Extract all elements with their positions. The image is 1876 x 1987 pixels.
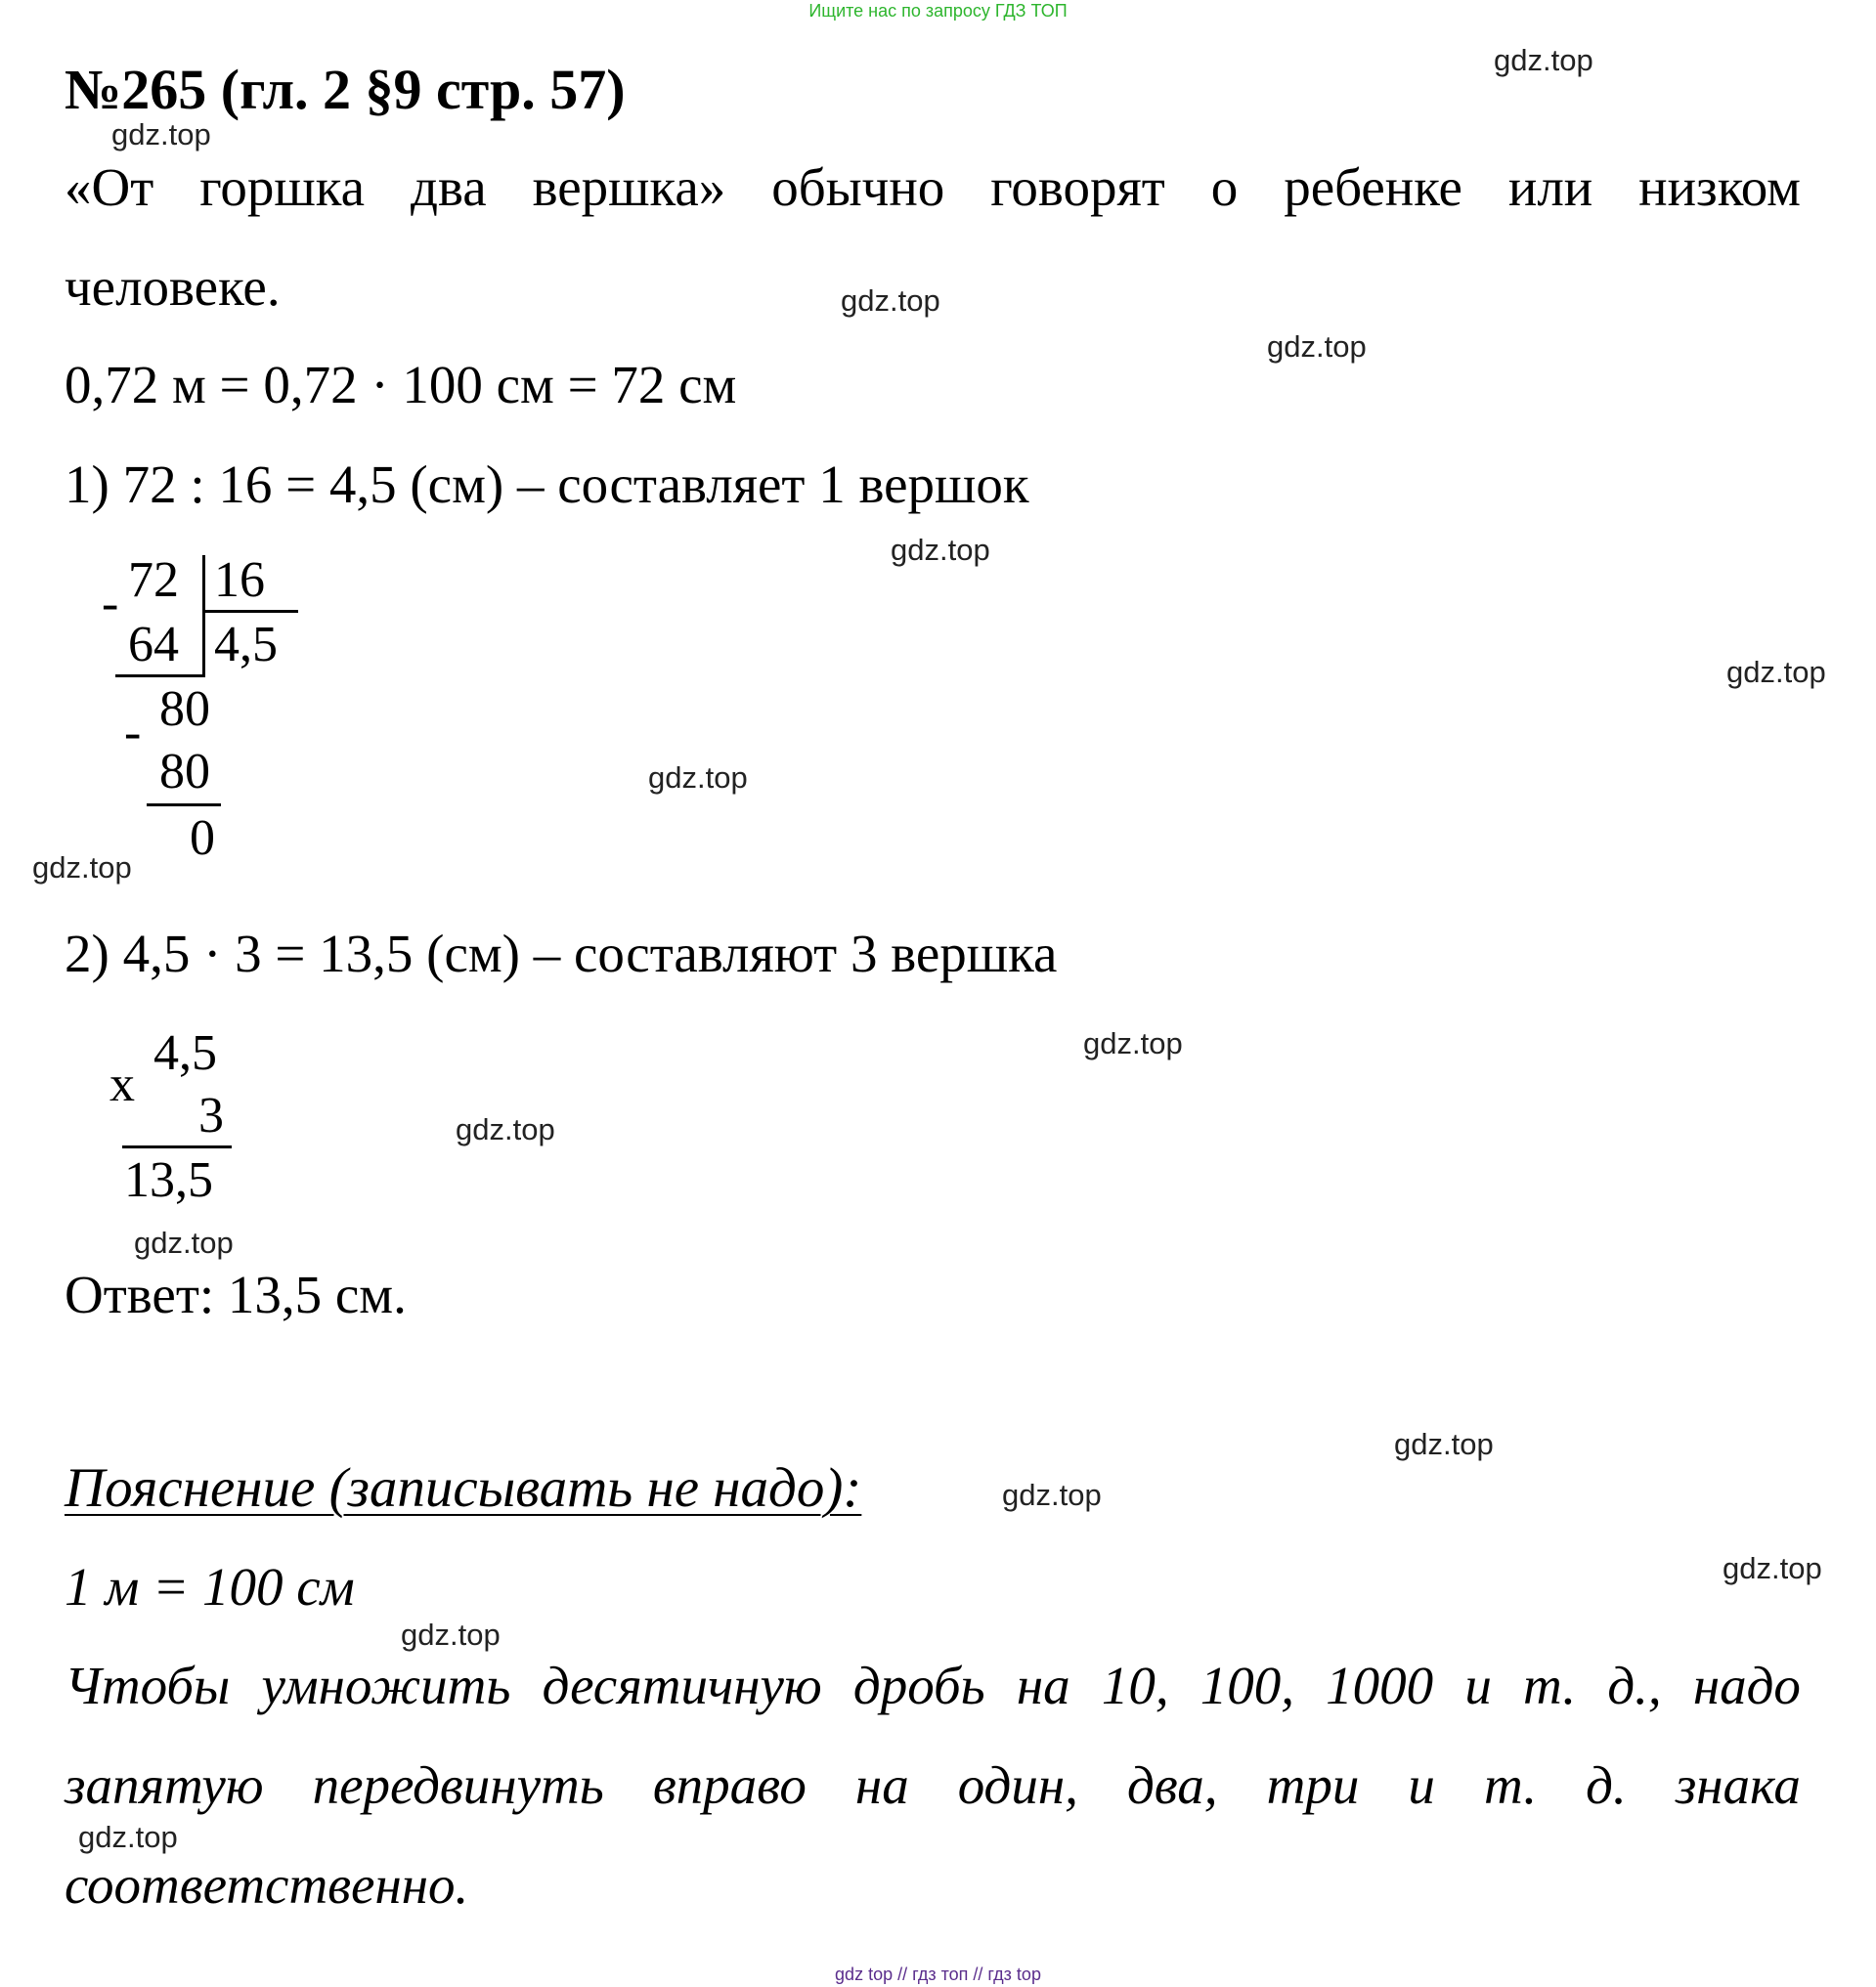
watermark: gdz.top — [1726, 655, 1826, 689]
explanation-rule: 1 м = 100 см — [65, 1557, 355, 1617]
explanation-word: Чтобы — [65, 1656, 231, 1715]
watermark: gdz.top — [891, 533, 990, 567]
multiplication-sign: x — [109, 1057, 135, 1112]
explanation-word: знака — [1675, 1755, 1801, 1815]
explanation-word: на — [854, 1755, 909, 1815]
division-subtrahend-1: 64 — [128, 617, 179, 672]
explanation-word: на — [1016, 1656, 1070, 1715]
watermark: gdz.top — [648, 760, 748, 795]
explanation-word: 1000 — [1326, 1656, 1434, 1715]
watermark: gdz.top — [78, 1820, 178, 1854]
explanation-line-2 — [65, 1754, 1801, 1816]
explanation-word: вправо — [652, 1755, 807, 1815]
division-quotient: 4,5 — [214, 617, 278, 672]
division-divisor: 16 — [214, 552, 265, 608]
intro-word: два — [410, 157, 487, 217]
multiplication-factor-1: 4,5 — [153, 1025, 217, 1081]
explanation-word: надо — [1692, 1656, 1801, 1715]
intro-word: низком — [1638, 157, 1801, 217]
explanation-word: т. — [1483, 1755, 1538, 1815]
division-remainder-2: 0 — [190, 810, 215, 866]
watermark: gdz.top — [1267, 329, 1367, 364]
watermark: gdz.top — [401, 1618, 501, 1652]
explanation-line-1 — [65, 1655, 1801, 1716]
explanation-word: т. — [1523, 1656, 1577, 1715]
explanation-word: два, — [1126, 1755, 1218, 1815]
explanation-word: один, — [957, 1755, 1078, 1815]
watermark: gdz.top — [1083, 1026, 1183, 1060]
watermark: gdz.top — [1494, 43, 1593, 77]
watermark: gdz.top — [1002, 1478, 1102, 1512]
explanation-line-3: соответственно. — [65, 1855, 469, 1915]
division-bar — [202, 555, 205, 674]
multiplication-product: 13,5 — [124, 1152, 213, 1208]
intro-word: вершка» — [532, 157, 726, 217]
explanation-word: передвинуть — [312, 1755, 604, 1815]
watermark: gdz.top — [134, 1226, 234, 1260]
explanation-word: 10, — [1101, 1656, 1169, 1715]
footer-links: gdz top // гдз топ // гдз top — [835, 1965, 1041, 1984]
watermark: gdz.top — [1723, 1551, 1822, 1585]
conversion-line: 0,72 м = 0,72 · 100 см = 72 см — [65, 355, 737, 414]
step-2-line: 2) 4,5 · 3 = 13,5 (см) – составляют 3 вершка — [65, 924, 1058, 983]
watermark: gdz.top — [111, 117, 211, 151]
watermark: gdz.top — [32, 850, 132, 885]
intro-word: или — [1507, 157, 1593, 217]
intro-word: «От — [65, 157, 154, 217]
intro-word: о — [1210, 157, 1239, 217]
explanation-word: и — [1408, 1755, 1435, 1815]
watermark: gdz.top — [456, 1112, 555, 1146]
explanation-word: запятую — [65, 1755, 264, 1815]
intro-word: ребенке — [1284, 157, 1462, 217]
explanation-word: д., — [1607, 1656, 1662, 1715]
explanation-word: и — [1464, 1656, 1492, 1715]
explanation-word: три — [1266, 1755, 1360, 1815]
intro-word: обычно — [771, 157, 945, 217]
watermark: gdz.top — [841, 283, 940, 318]
division-minus-1: - — [102, 576, 119, 631]
division-divisor-line — [202, 610, 298, 613]
intro-line-1 — [65, 156, 1801, 218]
multiplication-underline — [122, 1145, 232, 1148]
problem-title: №265 (гл. 2 §9 стр. 57) — [65, 58, 626, 121]
intro-word: горшка — [199, 157, 366, 217]
division-remainder-1: 80 — [159, 681, 210, 737]
division-dividend: 72 — [128, 552, 179, 608]
answer-line: Ответ: 13,5 см. — [65, 1265, 407, 1324]
explanation-word: дробь — [852, 1656, 985, 1715]
division-underline-2 — [147, 803, 221, 806]
division-minus-2: - — [124, 705, 142, 760]
explanation-word: десятичную — [542, 1656, 822, 1715]
explanation-word: 100, — [1200, 1656, 1294, 1715]
intro-line-2: человеке. — [65, 257, 281, 317]
division-subtrahend-2: 80 — [159, 744, 210, 799]
division-underline-1 — [115, 674, 205, 677]
intro-word: говорят — [990, 157, 1165, 217]
explanation-word: умножить — [261, 1656, 511, 1715]
multiplication-factor-2: 3 — [198, 1088, 224, 1144]
explanation-word: д. — [1586, 1755, 1627, 1815]
explanation-heading: Пояснение (записывать не надо): — [65, 1457, 862, 1519]
search-hint: Ищите нас по запросу ГДЗ ТОП — [808, 1, 1068, 21]
watermark: gdz.top — [1394, 1427, 1494, 1461]
step-1-line: 1) 72 : 16 = 4,5 (см) – составляет 1 вершок — [65, 454, 1029, 514]
